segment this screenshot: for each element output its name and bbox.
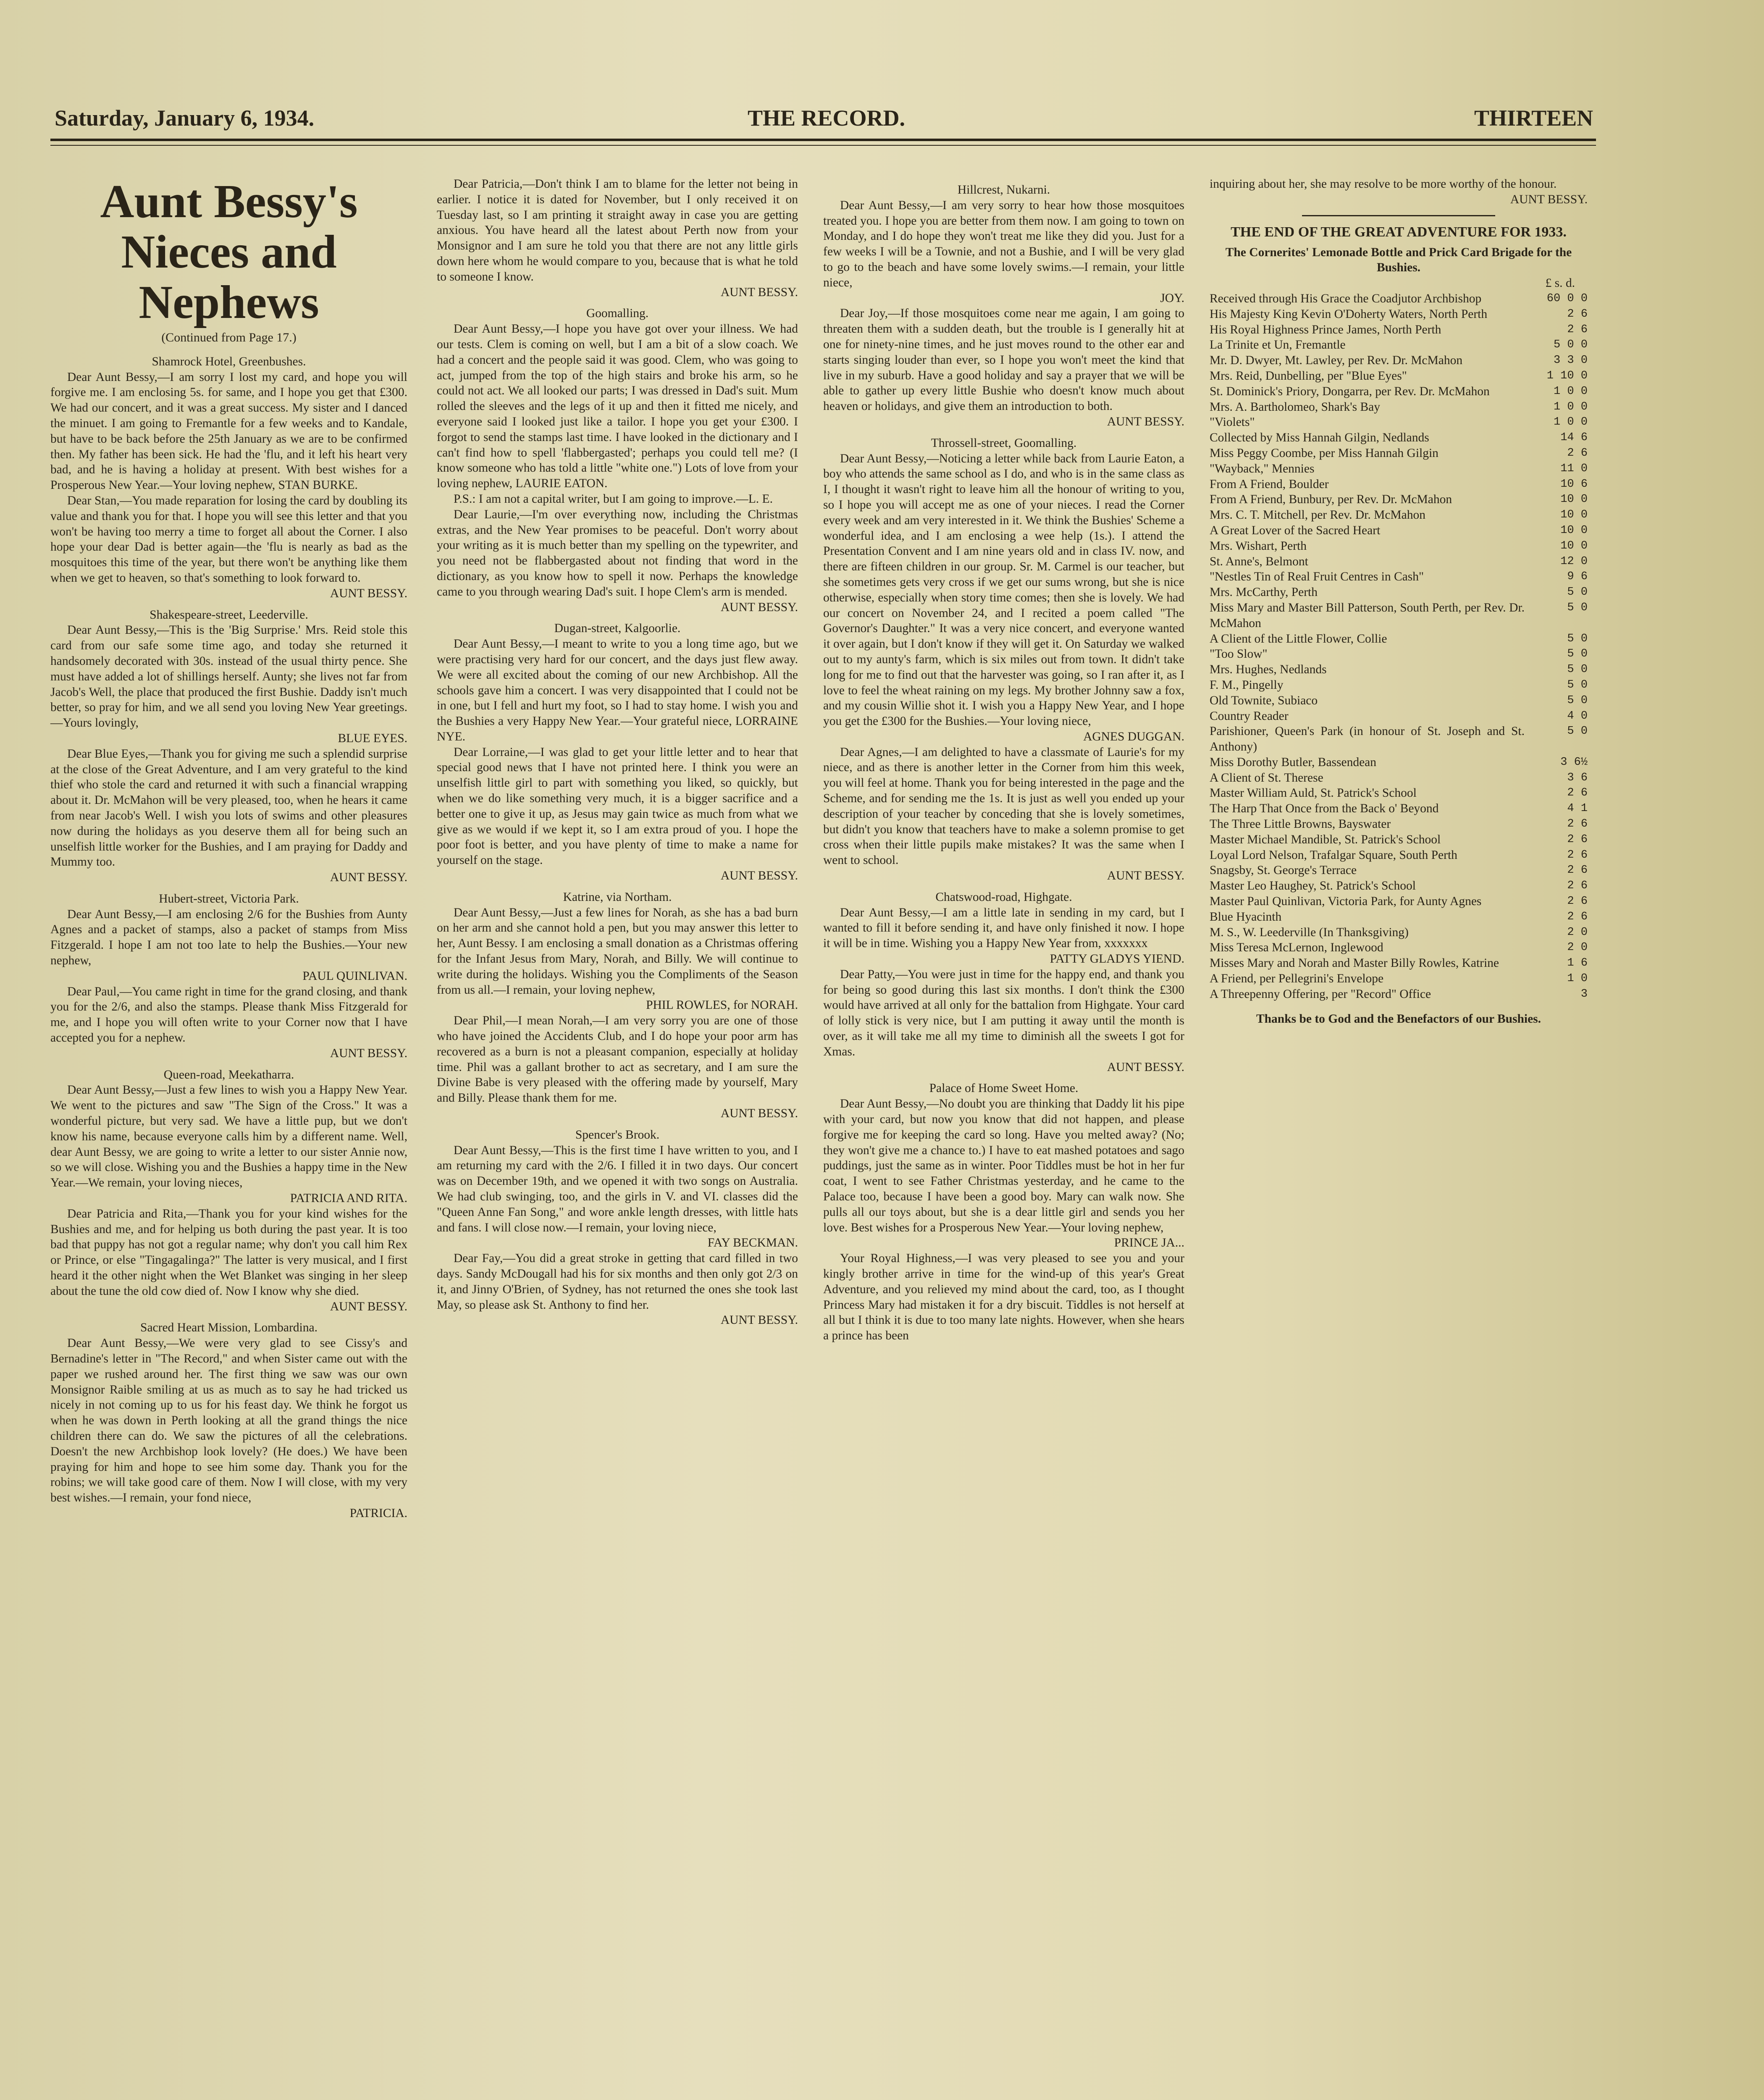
donation-amount: 10 0: [1560, 493, 1588, 506]
ledger-row: [1210, 987, 1588, 1002]
ledger-row: [1210, 956, 1588, 971]
letter-signature: AUNT BESSY.: [330, 871, 407, 885]
ledger-row: [1210, 693, 1588, 709]
letter-address: Sacred Heart Mission, Lombardina.: [140, 1321, 318, 1335]
donor-name: St. Anne's, Belmont: [1210, 554, 1308, 568]
letter-paragraph: Dear Aunt Bessy,—I meant to write to you a long time ago, but we were practising very hard for our concert, and the days just flew away. We were all excited about the coming of our new Archbishop. All the schools gave him a concert. I was very disappointed that I could not be in one, but I fell and hurt my foot, so I had to stay home. I wish you and the Bushies a very Happy New Year.—Your grateful niece, LORRAINE NYE.: [437, 637, 798, 743]
letter-paragraph: Dear Aunt Bessy,—This is the 'Big Surprise.' Mrs. Reid stole this card from our safe some time ago, and today she returned it handsomely decorated with 30s. instead of the usual thirty pence. She must have added a lot of shillings herself. Aunty; she lives not far from Jacob's Well, the place that produced the first Bushie. Daddy isn't much better, so pray for him, and we all send you loving New Year greetings.—Yours lovingly,: [50, 623, 407, 730]
donor-name: Master William Auld, St. Patrick's School: [1210, 786, 1417, 800]
donation-amount: 2 6: [1567, 910, 1588, 923]
ledger-row: [1210, 801, 1588, 816]
issue-date: Saturday, January 6, 1934.: [55, 105, 315, 131]
ledger-row: [1210, 646, 1588, 662]
donation-amount: 5 0: [1567, 601, 1588, 614]
ledger-row: [1210, 832, 1588, 848]
ledger-row: [1210, 662, 1588, 677]
donation-amount: 2 0: [1567, 926, 1588, 939]
donor-name: A Client of St. Therese: [1210, 771, 1323, 785]
donor-name: Master Paul Quinlivan, Victoria Park, for Aunty Agnes: [1210, 895, 1482, 908]
ledger-row: [1210, 677, 1588, 693]
donation-ledger: [1210, 291, 1588, 1002]
ledger-row: [1210, 940, 1588, 956]
donation-amount: 2 6: [1567, 446, 1588, 459]
ledger-row: [1210, 971, 1588, 987]
column-3-letters: [823, 182, 1184, 1344]
donor-name: "Too Slow": [1210, 647, 1268, 661]
donation-amount: 2 6: [1567, 818, 1588, 831]
donation-amount: 5 0 0: [1553, 339, 1588, 352]
letter-paragraph: Dear Patricia,—Don't think I am to blame for the letter not being in earlier. I notice it is dated for November, but I only received it on Tuesday last, so I am printing it straight away in case you are getting anxious. You have heard all the latest about Perth now from your Monsignor and I am sure he told you that there are not any little girls down here whom he would compare to you, because that is what he told to someone I know.: [437, 177, 798, 284]
letter-address: Spencer's Brook.: [575, 1128, 660, 1142]
donation-amount: 2 6: [1567, 879, 1588, 892]
donor-name: From A Friend, Bunbury, per Rev. Dr. McMahon: [1210, 493, 1452, 507]
ledger-row: [1210, 816, 1588, 832]
letter-address: Chatswood-road, Highgate.: [935, 890, 1072, 904]
letter-paragraph: Dear Fay,—You did a great stroke in getting that card filled in two days. Sandy McDougall had his for six months and then only got 2/3 on it, and Jinny O'Brien, of Sydney, has not returned the ones she took last May, so please ask St. Anthony to find her.: [437, 1252, 798, 1312]
donation-amount: 5 0: [1567, 632, 1588, 645]
letter-address: Shakespeare-street, Leederville.: [150, 608, 308, 622]
donation-amount: 5 0: [1567, 648, 1588, 661]
letter-signature: FAY BECKMAN.: [707, 1236, 798, 1250]
donation-amount: 3: [1580, 987, 1588, 1000]
money-columns-header: £ s. d.: [1545, 276, 1575, 290]
donor-name: A Threepenny Offering, per "Record" Office: [1210, 987, 1431, 1001]
letter-paragraph: Dear Paul,—You came right in time for the grand closing, and thank you for the 2/6, and also the stamps. Please thank Miss Fitzgerald for me, and I hope you will often write to your Corner now that I have accepted you for a nephew.: [50, 984, 407, 1045]
donation-amount: 3 6: [1567, 771, 1588, 784]
letter-address: Katrine, via Northam.: [563, 890, 672, 904]
ledger-row: [1210, 863, 1588, 878]
donor-name: F. M., Pingelly: [1210, 678, 1284, 692]
donation-amount: 2 6: [1567, 307, 1588, 320]
column-2-letters: [437, 176, 798, 1328]
ledger-row: [1210, 523, 1588, 538]
donor-name: M. S., W. Leederville (In Thanksgiving): [1210, 925, 1409, 939]
letter-signature: AUNT BESSY.: [720, 600, 798, 614]
column-1: [50, 176, 407, 1521]
donor-name: From A Friend, Boulder: [1210, 477, 1329, 491]
donation-amount: 3 6½: [1560, 756, 1588, 769]
ledger-row: [1210, 291, 1588, 307]
donation-amount: 12 0: [1560, 555, 1588, 568]
ledger-row: [1210, 848, 1588, 863]
donor-name: A Client of the Little Flower, Collie: [1210, 632, 1387, 646]
donation-amount: 5 0: [1567, 678, 1588, 691]
ledger-row: [1210, 337, 1588, 353]
donor-name: Blue Hyacinth: [1210, 910, 1282, 924]
donation-amount: 2 6: [1567, 864, 1588, 877]
donation-amount: 4 1: [1567, 802, 1588, 815]
page-header: [55, 105, 1593, 131]
column-2: [437, 176, 798, 1328]
ledger-row: [1210, 322, 1588, 338]
donation-amount: 3 3 0: [1553, 354, 1588, 367]
page-number: THIRTEEN: [1474, 105, 1593, 131]
letter-signature: AUNT BESSY.: [330, 1046, 407, 1060]
donor-name: St. Dominick's Priory, Dongarra, per Rev. Dr. McMahon: [1210, 384, 1490, 398]
letter-address: Hubert-street, Victoria Park.: [159, 892, 299, 906]
letter-signature: AUNT BESSY.: [720, 1107, 798, 1121]
donation-amount: 5 0: [1567, 586, 1588, 599]
letter-signature: PATRICIA.: [349, 1506, 407, 1520]
ledger-row: [1210, 307, 1588, 322]
letter-signature: AUNT BESSY.: [1107, 415, 1184, 428]
ledger-row: [1210, 909, 1588, 925]
donor-name: Mrs. McCarthy, Perth: [1210, 585, 1318, 599]
donor-name: Mr. D. Dwyer, Mt. Lawley, per Rev. Dr. McMahon: [1210, 354, 1463, 368]
letter-paragraph: Dear Patricia and Rita,—Thank you for your kind wishes for the Bushies and me, and for helping us both during the past year. It is too bad that puppy has not got a regular name; why don't you call him Rex or Prince, or else "Tingagalinga?" The latter is very musical, and I first heard it the other night when the Wet Blanket was singing in her sleep about the tune the old cow died of. Now I know why she died.: [50, 1207, 407, 1298]
ledger-row: [1210, 878, 1588, 894]
letter-signature: BLUE EYES.: [338, 731, 407, 745]
donor-name: Master Michael Mandible, St. Patrick's School: [1210, 832, 1441, 846]
letter-signature: PATTY GLADYS YIEND.: [1050, 952, 1184, 966]
letter-paragraph: Your Royal Highness,—I was very pleased to see you and your kingly brother arrive in time for the wind-up of this year's Great Adventure, and you relieved my mind about the card, too, as I thought Princess Mary had mistaken it for a dry biscuit. Tiddles is not herself at all but I think it is due to too many late nights. However, when she hears a prince has been: [823, 1252, 1184, 1343]
ledger-row: [1210, 430, 1588, 446]
donation-amount: 10 0: [1560, 524, 1588, 537]
donor-name: La Trinite et Un, Fremantle: [1210, 338, 1346, 352]
donor-name: Master Leo Haughey, St. Patrick's School: [1210, 879, 1416, 893]
letter-paragraph: Dear Joy,—If those mosquitoes come near me again, I am going to threaten them with a sudden death, but the trouble is I generally hit at one for ninety-nine times, and he just moves round to the other ear and starts singing louder than ever, so I hope you won't meet the kind that live in my suburb. Have a good holiday and say a prayer that we will be able to gather up every little Bushie who doesn't know much about heaven or holidays, and give them an introduction to both.: [823, 307, 1184, 413]
donor-name: Miss Teresa McLernon, Inglewood: [1210, 941, 1383, 955]
ledger-row: [1210, 585, 1588, 600]
letter-paragraph: Dear Aunt Bessy,—I hope you have got over your illness. We had our tests. Clem is coming on well, but I am a bit of a slow coach. We had a concert and the people said it was good. Clem, who was going to act, jumped from the top of the high stairs and broke his arm, so he could not act. We all looked our parts; I was dressed in Dad's suit. Mum rolled the sleeves and the legs of it up and then it fitted me nicely, and everyone said I looked just like a tailor. I hope you get your £300. I forgot to send the stamps last time. I have looked in the dictionary and I can't find how to spell 'flabbergasted'; perhaps you could tell me? (I know someone who has told a little "white one.") Lots of love from your loving nephew, LAURIE EATON.: [437, 322, 798, 491]
donor-name: "Wayback," Mennies: [1210, 462, 1315, 475]
col4-intro-signature: AUNT BESSY.: [1510, 192, 1588, 206]
donation-amount: 1 0 0: [1553, 385, 1588, 398]
donor-name: Collected by Miss Hannah Gilgin, Nedlands: [1210, 431, 1429, 445]
ledger-row: [1210, 709, 1588, 724]
letter-address: Queen-road, Meekatharra.: [163, 1068, 294, 1082]
donor-name: Loyal Lord Nelson, Trafalgar Square, South Perth: [1210, 848, 1457, 862]
letter-signature: AUNT BESSY.: [330, 586, 407, 600]
donor-name: His Royal Highness Prince James, North Perth: [1210, 323, 1441, 336]
letter-paragraph: Dear Aunt Bessy,—I am enclosing 2/6 for the Bushies from Aunty Agnes and a packet of stamps, also a packet of stamps from Miss Fitzgerald. I hope I am not too late to help the Bushies.—Your new nephew,: [50, 907, 407, 968]
ledger-row: [1210, 492, 1588, 507]
ledger-row: [1210, 600, 1588, 631]
letter-signature: AUNT BESSY.: [720, 869, 798, 883]
continued-note: (Continued from Page 17.): [161, 331, 297, 344]
donor-name: Old Townite, Subiaco: [1210, 693, 1318, 707]
donation-amount: 1 0 0: [1553, 400, 1588, 413]
donor-name: Mrs. C. T. Mitchell, per Rev. Dr. McMahon: [1210, 508, 1426, 522]
letter-address: Hillcrest, Nukarni.: [957, 183, 1050, 197]
header-rule-bottom: [50, 145, 1596, 146]
column-4: [1210, 176, 1588, 1026]
donation-amount: 2 6: [1567, 833, 1588, 846]
ledger-row: [1210, 461, 1588, 477]
donation-amount: 9 6: [1567, 570, 1588, 583]
letter-paragraph: Dear Phil,—I mean Norah,—I am very sorry you are one of those who have joined the Accidents Club, and I do hope your poor arm has recovered as a burn is not a pleasant companion, especially at holiday time. Phil was a gallant brother to act as secretary, and I am sure the Divine Babe is very pleased with the offering made by yourself, Mary and Billy. Please thank them for me.: [437, 1014, 798, 1105]
donor-name: Mrs. A. Bartholomeo, Shark's Bay: [1210, 400, 1380, 414]
donor-name: "Nestles Tin of Real Fruit Centres in Cash": [1210, 570, 1424, 584]
ledger-row: [1210, 507, 1588, 523]
letter-paragraph: Dear Aunt Bessy,—I am sorry I lost my card, and hope you will forgive me. I am enclosing 5s. for same, and I hope you get that £300. We had our concert, and it was a great success. My sister and I danced the minuet. I am going to Fremantle for a few weeks and to Kandale, but have to be back before the 25th January as we are to be confirmed then. My father has been sick. He had the 'flu, and it left his heart very bad, and he is having a holiday at present. With best wishes for a Prosperous New Year.—Your loving nephew, STAN BURKE.: [50, 370, 407, 492]
donor-name: Miss Peggy Coombe, per Miss Hannah Gilgin: [1210, 446, 1438, 460]
letter-paragraph: Dear Patty,—You were just in time for the happy end, and thank you for being so good during this last six months. I don't think the £300 would have arrived at all only for the battalion from Highgate. Your card of lolly stick is very nice, but I am putting it away until the month is over, as it will take me all my time to diminish all the sweets I got for Xmas.: [823, 967, 1184, 1058]
ledger-row: [1210, 785, 1588, 801]
donor-name: "Violets": [1210, 415, 1255, 429]
donation-amount: 5 0: [1567, 663, 1588, 676]
ledger-row: [1210, 569, 1588, 585]
donation-amount: 4 0: [1567, 709, 1588, 722]
letter-paragraph: Dear Lorraine,—I was glad to get your little letter and to hear that special good news that I have not printed here. I think you were an unselfish little girl to part with something you liked, so quickly, but when we do like something very much, it is a bigger sacrifice and a better one to give it up, as Jesus may gain twice as much from what we give as we would if we kept it, so I am extra proud of you. I hope the poor foot is better, and you have plenty of time to make a name for yourself on the stage.: [437, 745, 798, 867]
ledger-row: [1210, 446, 1588, 461]
donation-amount: 14 6: [1560, 431, 1588, 444]
letter-signature: AUNT BESSY.: [720, 1313, 798, 1327]
donor-name: The Harp That Once from the Back o' Beyond: [1210, 802, 1439, 816]
letter-signature: AUNT BESSY.: [1107, 1060, 1184, 1074]
donation-amount: 2 6: [1567, 848, 1588, 861]
ledger-row: [1210, 631, 1588, 647]
ledger-row: [1210, 368, 1588, 384]
donation-amount: 60 0 0: [1546, 292, 1588, 305]
donor-name: Misses Mary and Norah and Master Billy Rowles, Katrine: [1210, 956, 1499, 970]
donation-amount: 5 0: [1567, 725, 1588, 738]
letter-paragraph: Dear Aunt Bessy,—We were very glad to see Cissy's and Bernadine's letter in "The Record," and when Sister came out with the paper we rushed around her. The first thing we saw was our own Monsignor Raible smiling at us as much as to say he had tricked us nicely in not coming up to us for his feast day. We think he forgot us when he was down in Perth looking at all the grand things the nice children there can do. We saw the pictures of all the celebrations. Doesn't the new Archbishop look lovely? (He does.) We have been praying for him and hope to see him some day. Thank you for the robins; we will take good care of them. Now I will close, with my very best wishes.—I remain, your fond niece,: [50, 1336, 407, 1505]
column-3: [823, 176, 1184, 1344]
donor-name: His Majesty King Kevin O'Doherty Waters, North Perth: [1210, 307, 1488, 321]
donation-amount: 1 10 0: [1546, 369, 1588, 382]
ledger-row: [1210, 724, 1588, 755]
letter-signature: AUNT BESSY.: [330, 1299, 407, 1313]
letter-paragraph: Dear Aunt Bessy,—No doubt you are thinking that Daddy lit his pipe with your card, but now you know that did not happen, and please forgive me for keeping the card so long. Have you melted away? (No; they won't give me a chance to.) I have to eat mashed potatoes and sago puddings, just the same as in winter. Poor Tiddles must be hot in her fur coat, I went to see Father Christmas yesterday, and he came to the Palace too, because I have been a good boy. Mary can walk now. She pulls all our toys about, but she is a dear little girl and sends you her love. Best wishes for a Prosperous New Year.—Your loving nephew,: [823, 1097, 1184, 1234]
thanks-line: Thanks be to God and the Benefactors of our Bushies.: [1256, 1012, 1541, 1026]
donation-amount: 1 0: [1567, 972, 1588, 985]
letter-signature: AUNT BESSY.: [720, 285, 798, 299]
donor-name: Country Reader: [1210, 709, 1289, 723]
donor-name: A Friend, per Pellegrini's Envelope: [1210, 972, 1384, 986]
donor-name: Mrs. Hughes, Nedlands: [1210, 663, 1327, 677]
ledger-row: [1210, 415, 1588, 430]
donor-name: A Great Lover of the Sacred Heart: [1210, 523, 1381, 537]
letter-address: Throssell-street, Goomalling.: [931, 436, 1077, 450]
letter-paragraph: P.S.: I am not a capital writer, but I am going to improve.—L. E.: [454, 492, 773, 506]
donor-name: Parishioner, Queen's Park (in honour of St. Joseph and St. Anthony): [1210, 724, 1525, 754]
ledger-row: [1210, 755, 1588, 770]
donor-name: Mrs. Wishart, Perth: [1210, 539, 1307, 553]
col4-intro: inquiring about her, she may resolve to be more worthy of the honour.: [1210, 177, 1557, 191]
ledger-row: [1210, 770, 1588, 786]
letter-paragraph: Dear Aunt Bessy,—Just a few lines for Norah, as she has a bad burn on her arm and she cannot hold a pen, but you may answer this letter to her, Aunt Bessy. I am enclosing a small donation as a Christmas offering for the Infant Jesus from Mary, Norah, and Billy. We will continue to write during the holidays. Wishing you the Compliments of the Season from us all.—I remain, your loving nephew,: [437, 906, 798, 997]
letter-paragraph: Dear Aunt Bessy,—This is the first time I have written to you, and I am returning my card with the 2/6. I filled it in two days. Our concert was on December 19th, and we opened it with two songs on Australia. We had club swinging, too, and the girls in V. and VI. classes did the "Queen Anne Fan Song," and wore ankle length dresses, with little hats and fans. I will close now.—I remain, your loving niece,: [437, 1143, 798, 1234]
header-rule-top: [50, 139, 1596, 141]
paper-name: THE RECORD.: [748, 105, 906, 131]
donation-amount: 2 0: [1567, 941, 1588, 954]
ledger-row: [1210, 477, 1588, 492]
ledger-row: [1210, 538, 1588, 554]
letter-signature: JOY.: [1160, 291, 1184, 305]
adventure-subheading: The Cornerites' Lemonade Bottle and Prick Card Brigade for the Bushies.: [1225, 245, 1572, 275]
adventure-heading: THE END OF THE GREAT ADVENTURE FOR 1933.: [1231, 224, 1567, 240]
letter-signature: PHIL ROWLES, for NORAH.: [646, 998, 798, 1012]
letter-address: Goomalling.: [586, 307, 649, 320]
letter-address: Dugan-street, Kalgoorlie.: [554, 622, 681, 635]
donor-name: The Three Little Browns, Bayswater: [1210, 817, 1391, 831]
letter-address: Shamrock Hotel, Greenbushes.: [152, 354, 306, 368]
letter-signature: PAUL QUINLIVAN.: [302, 969, 407, 983]
letter-paragraph: Dear Stan,—You made reparation for losing the card by doubling its value and thank you for that. I hope you will see this letter and that you won't be having too merry a time to forget all about the Corner. I also hope your dear Dad is better again—the 'flu is nearly as bad as the mosquitoes this time of the year, but there won't be anything like them when we get to heaven, so that's something to look forward to.: [50, 494, 407, 585]
ledger-row: [1210, 554, 1588, 570]
donation-amount: 1 6: [1567, 957, 1588, 970]
ledger-row: [1210, 384, 1588, 399]
divider: [1302, 215, 1495, 216]
donation-amount: 1 0 0: [1553, 416, 1588, 429]
donation-amount: 11 0: [1560, 462, 1588, 475]
page-title: Aunt Bessy's Nieces and Nephews: [100, 176, 358, 328]
donor-name: Received through His Grace the Coadjutor Archbishop: [1210, 291, 1482, 305]
letter-address: Palace of Home Sweet Home.: [929, 1082, 1079, 1095]
donation-amount: 10 0: [1560, 539, 1588, 552]
letter-paragraph: Dear Blue Eyes,—Thank you for giving me such a splendid surprise at the close of the Great Adventure, and I am very grateful to the kind thief who stole the card and returned it with such a financial wrapping about it. Dr. McMahon will be very pleased, too, when he hears it came from near Jacob's Well. I wish you lots of swims and other pleasures now during the holidays as you deserve them all for being such an unselfish little worker for the Bushies, and I am praying for Daddy and Mummy too.: [50, 747, 407, 869]
letter-paragraph: Dear Aunt Bessy,—I am very sorry to hear how those mosquitoes treated you. I hope you are better from them now. I am going to town on Monday, and I do hope they won't treat me like they did you. Just for a few weeks I will be a Townie, and not a Bushie, and I will be very glad to go to the beach and have some lovely swims.—I remain, your little niece,: [823, 198, 1184, 289]
donation-amount: 10 0: [1560, 509, 1588, 522]
donation-amount: 2 6: [1567, 895, 1588, 908]
ledger-row: [1210, 399, 1588, 415]
donor-name: Miss Dorothy Butler, Bassendean: [1210, 755, 1377, 769]
letter-signature: PRINCE JA...: [1114, 1236, 1184, 1250]
donation-amount: 2 6: [1567, 787, 1588, 800]
donor-name: Mrs. Reid, Dunbelling, per "Blue Eyes": [1210, 369, 1407, 383]
letter-paragraph: Dear Aunt Bessy,—Just a few lines to wish you a Happy New Year. We went to the pictures and saw "The Sign of the Cross." It was a wonderful picture, but very sad. We have a little pup, but we don't know his name, because everyone calls him by a different name. Well, dear Aunt Bessy, we are going to write a letter to our sister Annie now, so we will close. Wishing you and the Bushies a happy time in the New Year.—We remain, your loving nieces,: [50, 1083, 407, 1190]
ledger-row: [1210, 353, 1588, 368]
ledger-row: [1210, 894, 1588, 909]
donation-amount: 10 6: [1560, 478, 1588, 491]
donor-name: Snagsby, St. George's Terrace: [1210, 864, 1357, 877]
letter-signature: AUNT BESSY.: [1107, 869, 1184, 883]
letter-signature: PATRICIA AND RITA.: [290, 1192, 407, 1205]
column-1-letters: [50, 354, 407, 1521]
letter-signature: AGNES DUGGAN.: [1083, 730, 1184, 743]
ledger-row: [1210, 925, 1588, 940]
donation-amount: 5 0: [1567, 694, 1588, 707]
letter-paragraph: Dear Agnes,—I am delighted to have a classmate of Laurie's for my niece, and as there is another letter in the Corner from him this week, you will feel at home. Thank you for being interested in the page and the Scheme, and for sending me the 1s. It is just as well you ended up your description of your teacher by conceding that she is lovely sometimes, but didn't you know that teachers have to make a solemn promise to get cross when their little pupils make mistakes? It was the same when I went to school.: [823, 745, 1184, 867]
donor-name: Miss Mary and Master Bill Patterson, South Perth, per Rev. Dr. McMahon: [1210, 601, 1525, 630]
donation-amount: 2 6: [1567, 323, 1588, 336]
letter-paragraph: Dear Laurie,—I'm over everything now, including the Christmas extras, and the New Year promises to be peaceful. Don't worry about your writing as it is much better than my spelling on the typewriter, and you need not be flabbergasted about not finding that word in the dictionary, as you know how to spell it now. Perhaps the knowledge came to you through wearing Dad's suit. I hope Clem's arm is mended.: [437, 507, 798, 598]
letter-paragraph: Dear Aunt Bessy,—I am a little late in sending in my card, but I wanted to fill it before sending it, and have only finished it now. I hope it will be in time. Wishing you a Happy New Year from, xxxxxxx: [823, 906, 1184, 950]
letter-paragraph: Dear Aunt Bessy,—Noticing a letter while back from Laurie Eaton, a boy who attends the same school as I do, and who is in the same class as I, I thought it wasn't right to leave him all the honour of writing to you, so I hope you will accept me as one of your nieces. I read the Corner every week and am very interested in it. We think the Bushies' Scheme a wonderful idea, and I am enclosing a wee help (1s.). I attend the Presentation Convent and I am nine years old and in class IV. now, and there are fifteen children in our group. Sr. M. Carmel is our teacher, but she sometimes gets very cross if we get our sums wrong, but she is nice otherwise, especially when story time comes; then she is lovely. We had our concert on November 24, and I recited a poem called "The Governor's Daughter." It was a very nice concert, and everyone wanted it over again, but I don't know if they will get it. On Saturday we walked out to my aunty's farm, which is six miles out from town. It didn't take long for me to find out that the harvester was going, so I ran after it, as I love to feel the wheat raining on my legs. My brother Johnny saw a fox, and my cousin Willie shot it. I wish you a Happy New Year, and I hope you get the £300 for the Bushies.—Your loving niece,: [823, 452, 1184, 728]
